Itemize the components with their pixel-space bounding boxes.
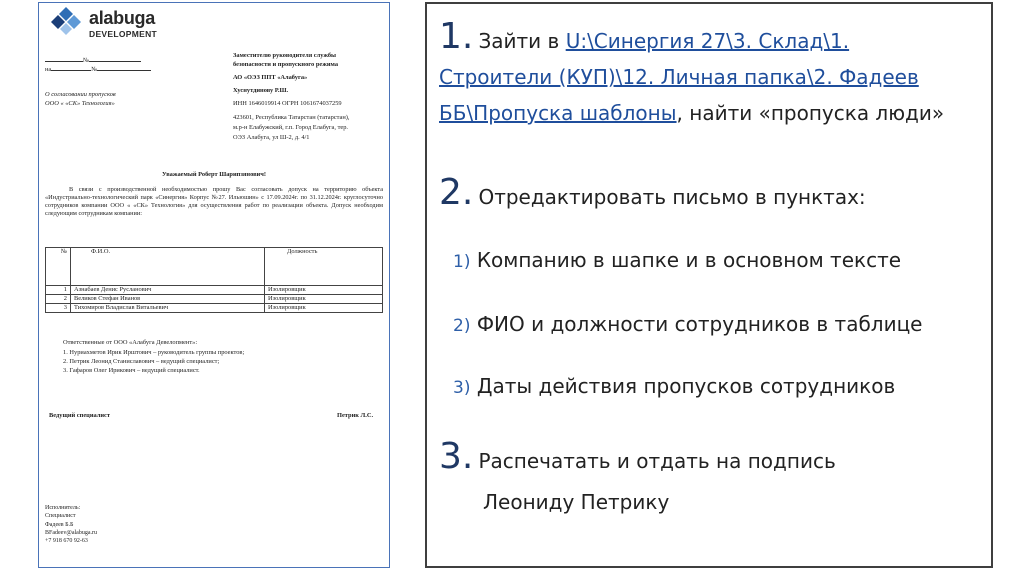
responsible-item: 1. Нуриахметов Ирик Ирштович – руководитель группы проектов; bbox=[63, 349, 245, 356]
folder-path-link[interactable]: Строители (КУП)\12. Личная папка\2. Фадеев bbox=[439, 65, 919, 89]
substep-text: ФИО и должности сотрудников в таблице bbox=[476, 312, 923, 336]
signature-role: Ведущий специалист bbox=[49, 412, 111, 419]
substep-2 bbox=[453, 312, 923, 336]
step-2 bbox=[439, 172, 866, 213]
greeting: Уважаемый Роберт Шарипзянович! bbox=[162, 171, 266, 178]
step-1 bbox=[439, 16, 979, 132]
footer-line: Специалист bbox=[45, 513, 76, 519]
registration-number-line: № bbox=[45, 54, 141, 65]
substep-text: Компанию в шапке и в основном тексте bbox=[476, 248, 902, 272]
step-3 bbox=[439, 436, 836, 477]
logo-name: alabuga bbox=[89, 8, 155, 28]
addressee-line: ОЭЗ Алабуга, ул Ш-2, д. 4/1 bbox=[233, 134, 310, 141]
addressee-line: 423601, Республика Татарстан (татарстан), bbox=[233, 114, 350, 121]
signature-name: Петрик Л.С. bbox=[337, 412, 374, 419]
table-header-row bbox=[46, 248, 383, 286]
letter-body: В связи с производственной необходимостью прошу Вас согласовать допуск на территорию объекта «Индустриально-технологический парк «Синергия» Корпус №27. Ильюшин» с 17.09.2024г. по 31.12.2024г. круглосуточно сотрудников компании ООО « «СК» Технология» для осуществления работ по реализации объекта. Допуск необходим следующим сотрудникам компании: bbox=[45, 186, 383, 217]
table-cell: Изолировщик bbox=[265, 295, 383, 304]
table-cell: Тихомиров Владислав Витальевич bbox=[71, 304, 265, 313]
table-row bbox=[46, 295, 383, 304]
substep-number: 3) bbox=[453, 378, 471, 398]
footer-line: Фадеев Б.Б bbox=[45, 522, 74, 528]
step-text: Распечатать и отдать на подпись bbox=[478, 449, 836, 473]
table-cell: Изолировщик bbox=[265, 286, 383, 295]
step-3-continued bbox=[483, 490, 669, 514]
addressee-line: безопасности и пропускного режима bbox=[233, 61, 339, 68]
table-header: № bbox=[46, 248, 71, 286]
addressee-line: Хуснутдинову Р.Ш. bbox=[233, 87, 289, 94]
folder-path-link[interactable]: U:\Синергия 27\3. Склад\1. bbox=[565, 29, 850, 53]
approval-subject: О согласовании пропусков bbox=[45, 91, 116, 98]
table-cell: 1 bbox=[46, 286, 71, 295]
instructions-panel bbox=[425, 2, 993, 568]
table-header: Ф.И.О. bbox=[71, 248, 265, 286]
table-cell: Азнабаев Денис Русланович bbox=[71, 286, 265, 295]
logo-subtitle: DEVELOPMENT bbox=[89, 29, 158, 39]
table-cell: Изолировщик bbox=[265, 304, 383, 313]
substep-3 bbox=[453, 374, 895, 398]
table-cell: 3 bbox=[46, 304, 71, 313]
step-text: , найти «пропуска люди» bbox=[676, 101, 945, 125]
step-number: 1. bbox=[439, 16, 474, 57]
employees-table bbox=[45, 247, 383, 313]
company-name: ООО « «СК» Технология» bbox=[45, 100, 115, 107]
substep-number: 1) bbox=[453, 252, 471, 272]
substep-number: 2) bbox=[453, 316, 471, 336]
responsible-title: Ответственные от ООО «Алабуга Девелопмент»: bbox=[63, 339, 198, 346]
alabuga-logo-icon bbox=[49, 7, 83, 37]
table-cell: 2 bbox=[46, 295, 71, 304]
step-text: Отредактировать письмо в пунктах: bbox=[478, 185, 866, 209]
registration-date-line: на № bbox=[45, 63, 151, 74]
footer-line: +7 918 670 92-63 bbox=[45, 538, 88, 544]
footer-line: BFadeev@alabuga.ru bbox=[45, 530, 98, 536]
step-number: 3. bbox=[439, 436, 474, 477]
folder-path-link[interactable]: ББ\Пропуска шаблоны bbox=[439, 101, 677, 125]
step-number: 2. bbox=[439, 172, 474, 213]
step-text: Леониду Петрику bbox=[483, 490, 670, 514]
addressee-line: Заместителю руководителя службы bbox=[233, 52, 337, 59]
substep-text: Даты действия пропусков сотрудников bbox=[476, 374, 896, 398]
addressee-line: ИНН 1646019914 ОГРН 1061674037259 bbox=[233, 100, 342, 107]
addressee-line: м.р-н Елабужский, г.п. Город Елабуга, тер. bbox=[233, 124, 349, 131]
table-row bbox=[46, 286, 383, 295]
addressee-line: АО «ОЭЗ ППТ «Алабуга» bbox=[233, 74, 308, 81]
table-header: Должность bbox=[265, 248, 383, 286]
step-text: Зайти в bbox=[478, 29, 566, 53]
responsible-item: 2. Петрик Леонид Станиславович – ведущий специалист; bbox=[63, 358, 220, 365]
alabuga-logo bbox=[49, 7, 179, 43]
substep-1 bbox=[453, 248, 901, 272]
table-row bbox=[46, 304, 383, 313]
letter-document bbox=[38, 2, 390, 568]
responsible-item: 3. Гафаров Олег Ирикович – ведущий специалист. bbox=[63, 367, 200, 374]
footer-line: Исполнитель: bbox=[45, 505, 81, 511]
table-cell: Великов Стефан Иванов bbox=[71, 295, 265, 304]
